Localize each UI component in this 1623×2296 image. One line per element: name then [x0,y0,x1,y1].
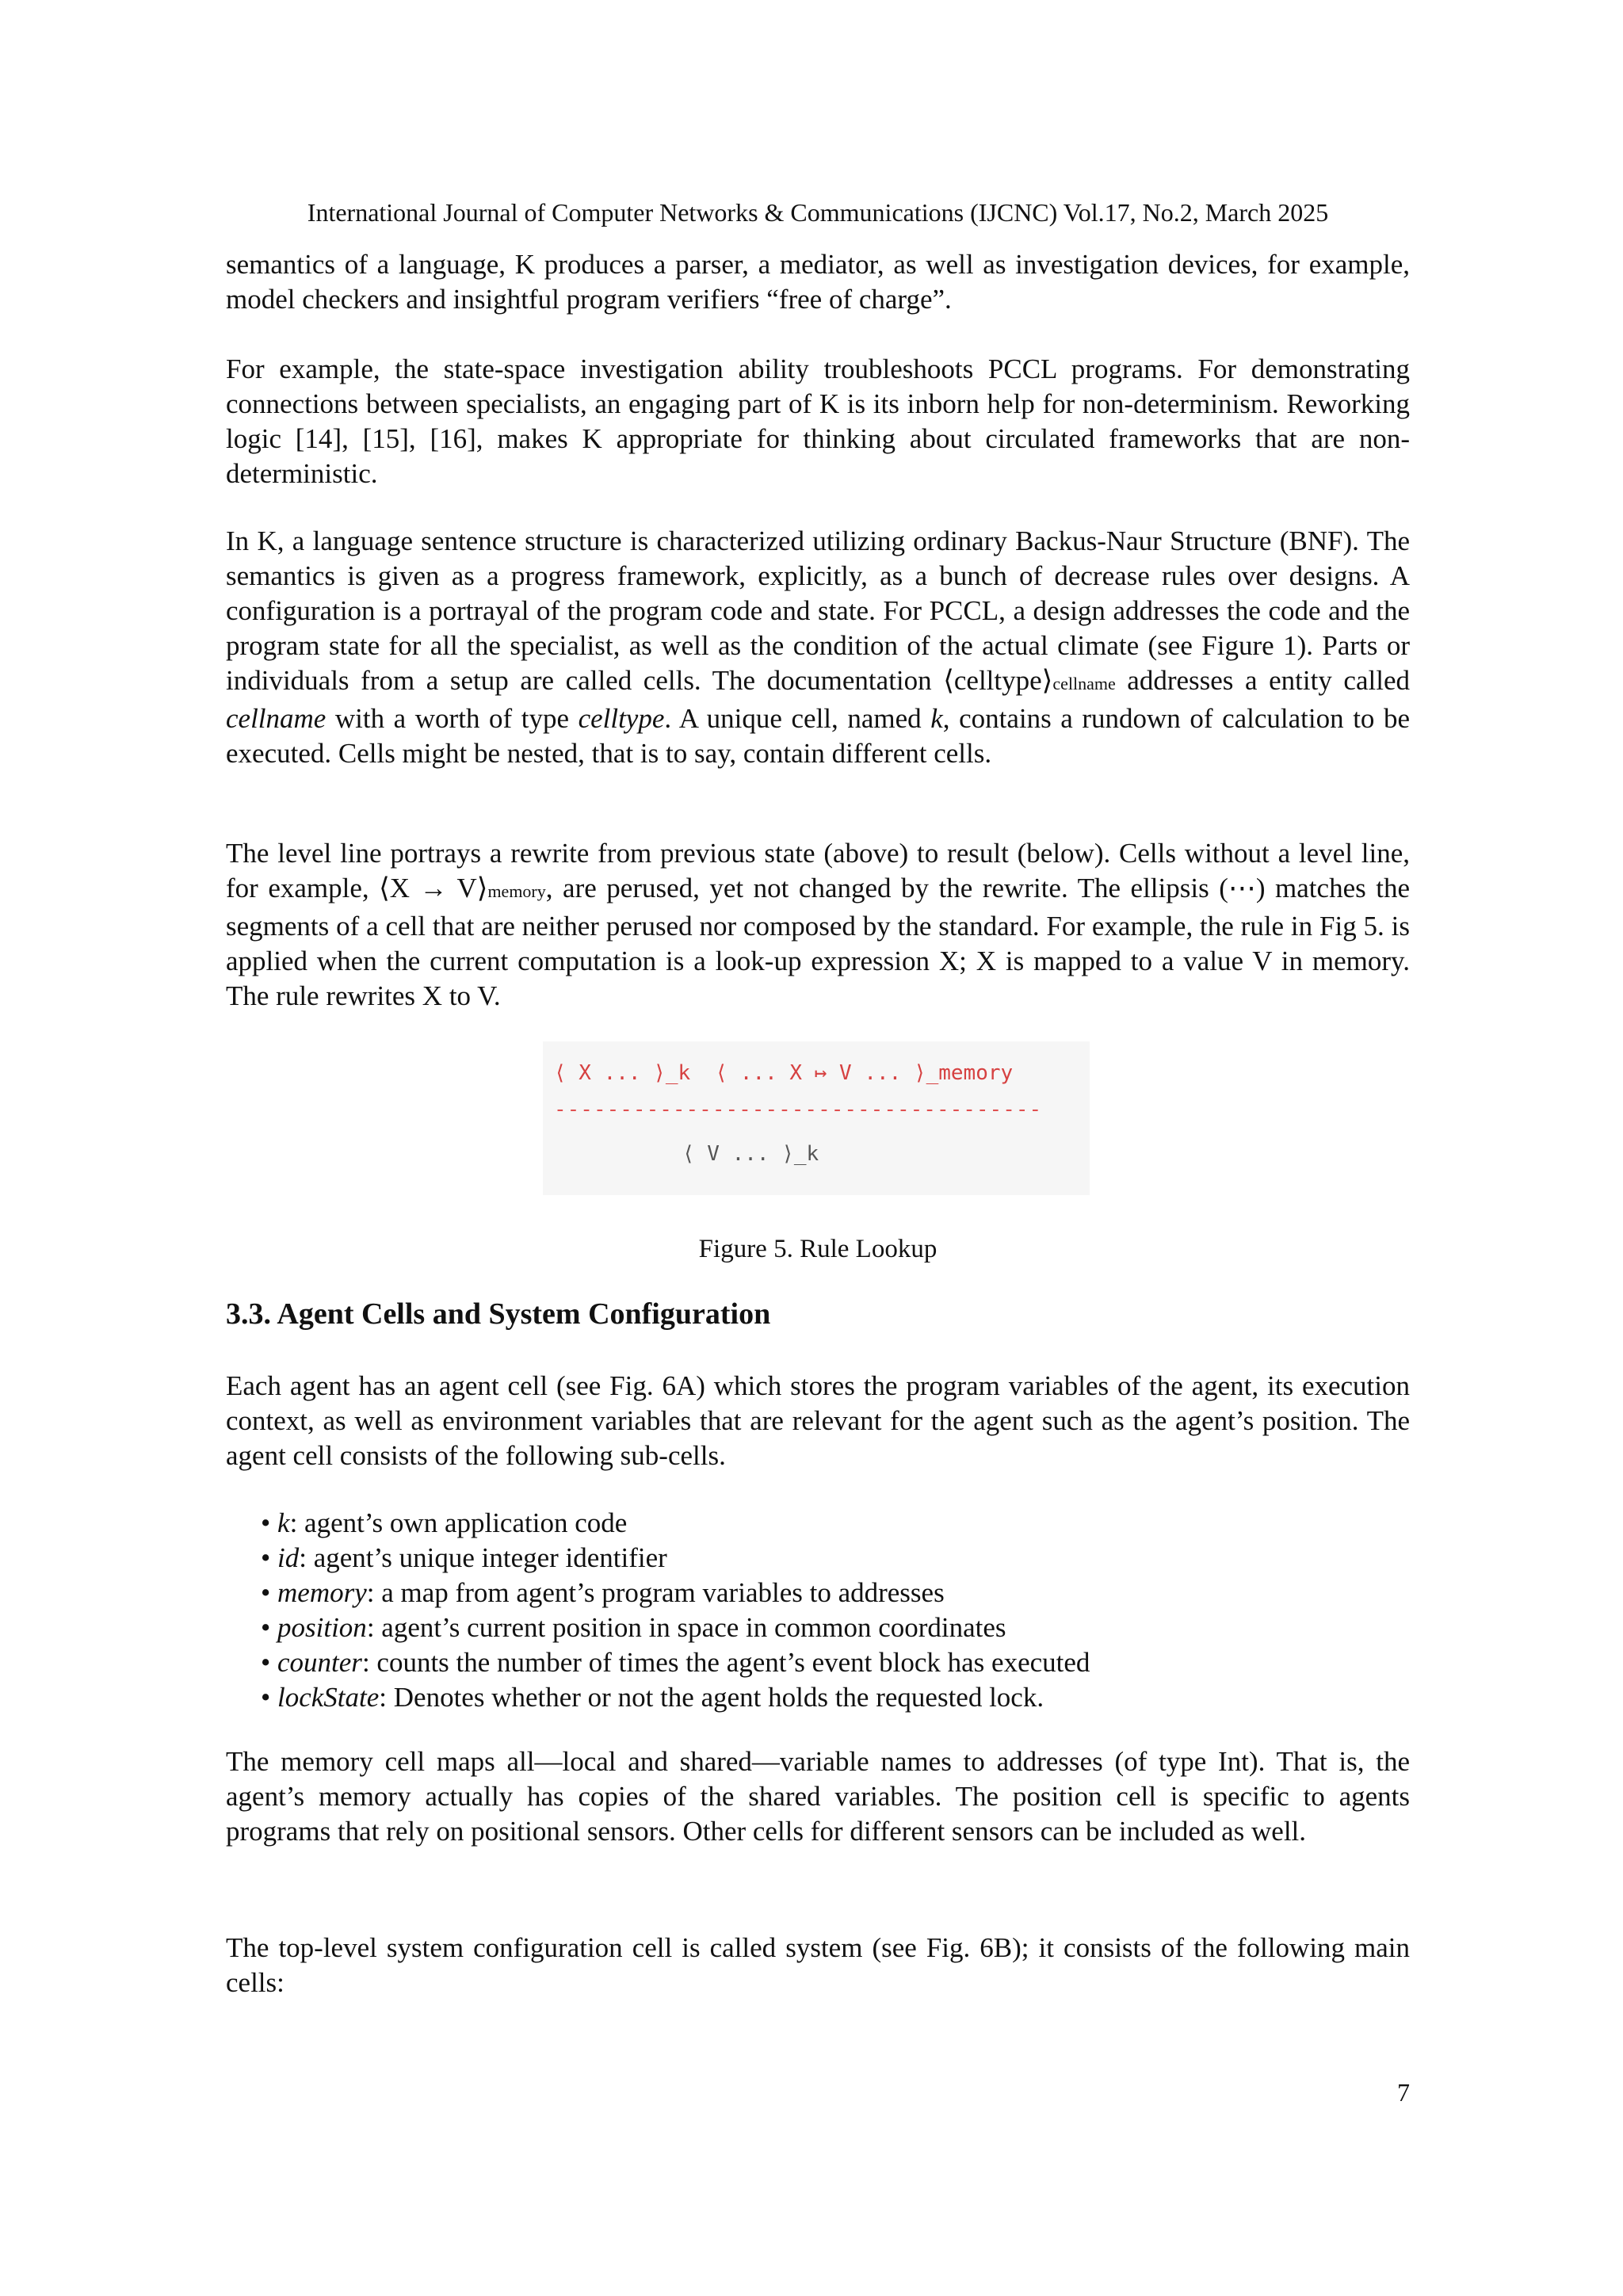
paragraph-3-part-a: In K, a language sentence structure is characterized utilizing ordinary Backus-Naur Structure (BNF). The semantics is given as a progress framework, explicitly, as a bunch of decrease rules over designs. A configuration is a portrayal of the program code and state. For PCCL, a design addresses the code and the program state for all the specialist, as well as the condition of the actual climate (see Figure 1). Parts or individuals from a setup are called cells. The documentation ⟨celltype⟩ [226,525,1410,696]
list-item [261,1576,1410,1610]
k-term: k [930,703,943,734]
paragraph-3-part-c: with a worth of type [326,703,579,734]
list-item [261,1541,1410,1576]
rule-result-line: ⟨ V ... ⟩_k [682,1142,819,1166]
paragraph-2 [226,352,1410,491]
paragraph-4-text [226,836,1410,1014]
bullet-mark: • [261,1542,271,1573]
figure-caption: Figure 5. Rule Lookup [698,1235,938,1263]
cellname-subscript: cellname [1052,674,1116,693]
bullet-mark: • [261,1647,271,1678]
list-item-term: position [277,1612,367,1643]
page-number: 7 [1397,2078,1410,2107]
paragraph-5-text: Each agent has an agent cell (see Fig. 6A) which stores the program variables of the agent, its execution context, as well as environment variables that are relevant for the agent such as the agent’s position. The agent cell consists of the following sub-cells. [226,1370,1410,1471]
bullet-mark: • [261,1577,271,1608]
list-item [261,1506,1410,1541]
list-item-term: memory [277,1577,367,1608]
paragraph-3-part-e: , contains a rundown of calculation to be executed. Cells might be nested, that is to say, contain different cells. [226,703,1411,769]
list-item [261,1680,1410,1715]
paragraph-1-text: semantics of a language, K produces a parser, a mediator, as well as investigation devices, for example, model checkers and insightful program verifiers “free of charge”. [226,249,1410,315]
paragraph-7-text: The top-level system configuration cell is called system (see Fig. 6B); it consists of the following main cells: [226,1932,1410,1998]
celltype-term: celltype [578,703,665,734]
paragraph-6 [226,1744,1410,1849]
paragraph-2-text: For example, the state-space investigation ability troubleshoots PCCL programs. For demonstrating connections between specialists, an engaging part of K is its inborn help for non-determinism. Reworking logic [14], [15], [16], makes K appropriate for thinking about circulated frameworks that are non-deterministic. [226,353,1410,489]
list-item-term: counter [277,1647,362,1678]
section-heading: 3.3. Agent Cells and System Configuration [226,1297,771,1331]
paragraph-3 [226,524,1410,771]
list-item-term: k [277,1507,290,1538]
paragraph-4-part-b: , are perused, yet not changed by the rewrite. The ellipsis (⋯) matches the segments of a cell that are neither perused nor composed by the standard. For example, the rule in Fig 5. is applied when the current computation is a look-up expression X; X is mapped to a value V in memory. The rule rewrites X to V. [226,873,1411,1011]
cellname-term: cellname [226,703,327,734]
list-item-desc: : agent’s own application code [289,1507,628,1538]
journal-header: International Journal of Computer Networks & Communications (IJCNC) Vol.17, No.2, March 2025 [307,198,1329,227]
list-item-term: id [277,1542,300,1573]
paragraph-1 [226,247,1410,317]
list-item-desc: : counts the number of times the agent’s event block has executed [361,1647,1090,1678]
list-item-desc: : Denotes whether or not the agent holds the requested lock. [379,1682,1044,1713]
list-item [261,1610,1410,1645]
paragraph-3-text [226,524,1410,771]
paragraph-5 [226,1369,1410,1473]
rule-premise-line: ⟨ X ... ⟩_k ⟨ ... X ↦ V ... ⟩_memory [554,1061,1014,1085]
sub-cell-list [261,1506,1410,1715]
paragraph-7 [226,1931,1410,2000]
paragraph-4 [226,836,1410,1014]
bullet-mark: • [261,1507,271,1538]
rule-separator-line: ------------------------------------- [554,1098,1043,1121]
list-item-desc: : agent’s current position in space in common coordinates [366,1612,1006,1643]
paragraph-6-text: The memory cell maps all—local and shared—variable names to addresses (of type Int). That is, the agent’s memory actually has copies of the shared variables. The position cell is specific to agents programs that rely on positional sensors. Other cells for different sensors can be included as well. [226,1746,1410,1847]
rule-lookup-figure [543,1041,1090,1195]
list-item [261,1645,1410,1680]
bullet-mark: • [261,1612,271,1643]
list-item-term: lockState [277,1682,380,1713]
bullet-mark: • [261,1682,271,1713]
list-item-desc: : a map from agent’s program variables to addresses [366,1577,945,1608]
paragraph-4-part-a: The level line portrays a rewrite from previous state (above) to result (below). Cells without a level line, for example, ⟨X → V⟩ [226,838,1410,904]
paragraph-3-part-b: addresses a entity called [1115,665,1410,696]
paragraph-3-part-d: . A unique cell, named [664,703,931,734]
list-item-desc: : agent’s unique integer identifier [299,1542,667,1573]
memory-subscript: memory [487,881,546,901]
